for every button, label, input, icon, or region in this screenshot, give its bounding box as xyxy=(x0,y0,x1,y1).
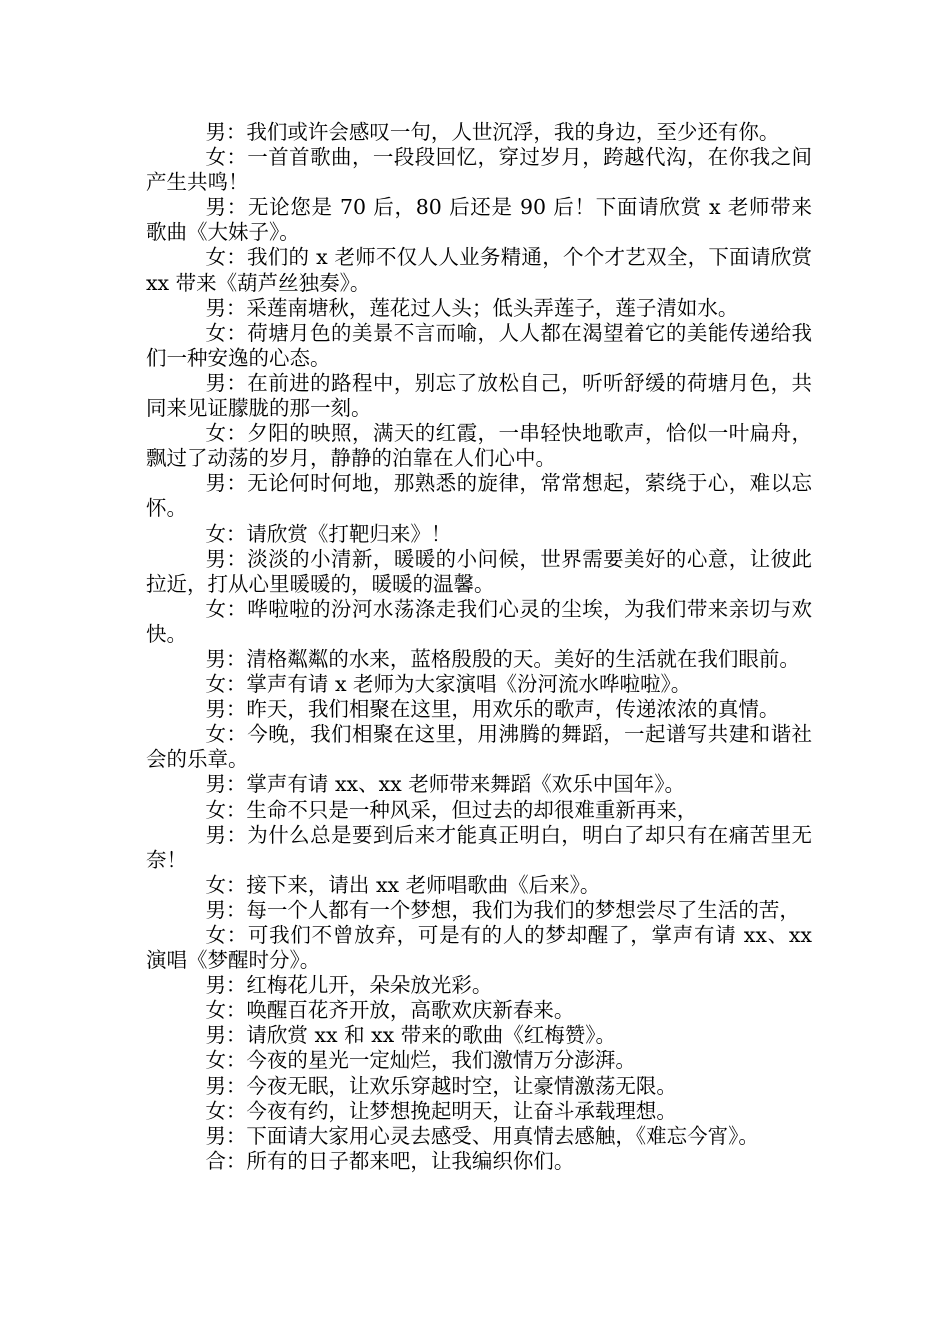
dialogue-line: 男：在前进的路程中，别忘了放松自己，听听舒缓的荷塘月色，共同来见证朦胧的那一刻。 xyxy=(146,370,812,421)
dialogue-line: 男：请欣赏 xx 和 xx 带来的歌曲《红梅赞》。 xyxy=(205,1023,616,1048)
dialogue-line: 男：无论何时何地，那熟悉的旋律，常常想起，萦绕于心，难以忘怀。 xyxy=(146,471,812,521)
dialogue-line: 女：今夜的星光一定灿烂，我们激情万分澎湃。 xyxy=(205,1048,636,1073)
dialogue-line: 合：所有的日子都来吧，让我编织你们。 xyxy=(205,1148,575,1173)
dialogue-line: 男：昨天，我们相聚在这里，用欢乐的歌声，传递浓浓的真情。 xyxy=(205,697,780,722)
dialogue-line: 女：哗啦啦的汾河水荡涤走我们心灵的尘埃，为我们带来亲切与欢快。 xyxy=(146,596,812,646)
dialogue-line: 女：今晚，我们相聚在这里，用沸腾的舞蹈，一起谱写共建和谐社会的乐章。 xyxy=(146,722,812,772)
dialogue-line: 男：我们或许会感叹一句，人世沉浮，我的身边，至少还有你。 xyxy=(205,120,780,144)
dialogue-line: 男：淡淡的小清新，暖暖的小问候，世界需要美好的心意，让彼此拉近，打从心里暖暖的，暖暖的温馨。 xyxy=(146,546,812,596)
dialogue-line: 男：下面请大家用心灵去感受、用真情去感触，《难忘今宵》。 xyxy=(205,1123,759,1148)
script-body xyxy=(146,120,812,1174)
dialogue-line: 男：采莲南塘秋，莲花过人头；低头弄莲子，莲子清如水。 xyxy=(205,295,739,320)
dialogue-line: 女：我们的 x 老师不仅人人业务精通，个个才艺双全，下面请欣赏 xx 带来《葫芦丝独奏》。 xyxy=(146,245,812,295)
dialogue-line: 女：一首首歌曲，一段段回忆，穿过岁月，跨越代沟，在你我之间产生共鸣！ xyxy=(146,145,812,195)
dialogue-line: 女：唤醒百花齐开放，高歌欢庆新春来。 xyxy=(205,998,575,1023)
dialogue-line: 女：生命不只是一种风采，但过去的却很难重新再来， xyxy=(205,797,698,822)
dialogue-line: 女：夕阳的映照，满天的红霞，一串轻快地歌声，恰似一叶扁舟，飘过了动荡的岁月，静静的泊靠在人们心中。 xyxy=(146,421,812,471)
dialogue-line: 女：荷塘月色的美景不言而喻，人人都在渴望着它的美能传递给我们一种安逸的心态。 xyxy=(146,320,812,370)
dialogue-line: 女：掌声有请 x 老师为大家演唱《汾河流水哗啦啦》。 xyxy=(205,672,692,697)
dialogue-line: 女：今夜有约，让梦想挽起明天，让奋斗承载理想。 xyxy=(205,1098,677,1123)
dialogue-line: 男：红梅花儿开，朵朵放光彩。 xyxy=(205,973,493,998)
dialogue-line: 男：清格粼粼的水来，蓝格殷殷的天。美好的生活就在我们眼前。 xyxy=(205,646,800,671)
dialogue-line: 男：每一个人都有一个梦想，我们为我们的梦想尝尽了生活的苦， xyxy=(205,897,800,922)
dialogue-line: 男：掌声有请 xx、xx 老师带来舞蹈《欢乐中国年》。 xyxy=(205,772,685,797)
dialogue-line: 男：无论您是 70 后，80 后还是 90 后！下面请欣赏 x 老师带来歌曲《大妹子》。 xyxy=(146,195,812,245)
dialogue-line: 男：为什么总是要到后来才能真正明白，明白了却只有在痛苦里无奈！ xyxy=(146,822,812,872)
dialogue-line: 女：请欣赏《打靶归来》！ xyxy=(205,521,452,546)
dialogue-line: 男：今夜无眠，让欢乐穿越时空，让豪情激荡无限。 xyxy=(205,1073,677,1098)
dialogue-line: 女：可我们不曾放弃，可是有的人的梦却醒了，掌声有请 xx、xx 演唱《梦醒时分》。 xyxy=(146,923,812,973)
dialogue-line: 女：接下来，请出 xx 老师唱歌曲《后来》。 xyxy=(205,872,601,897)
